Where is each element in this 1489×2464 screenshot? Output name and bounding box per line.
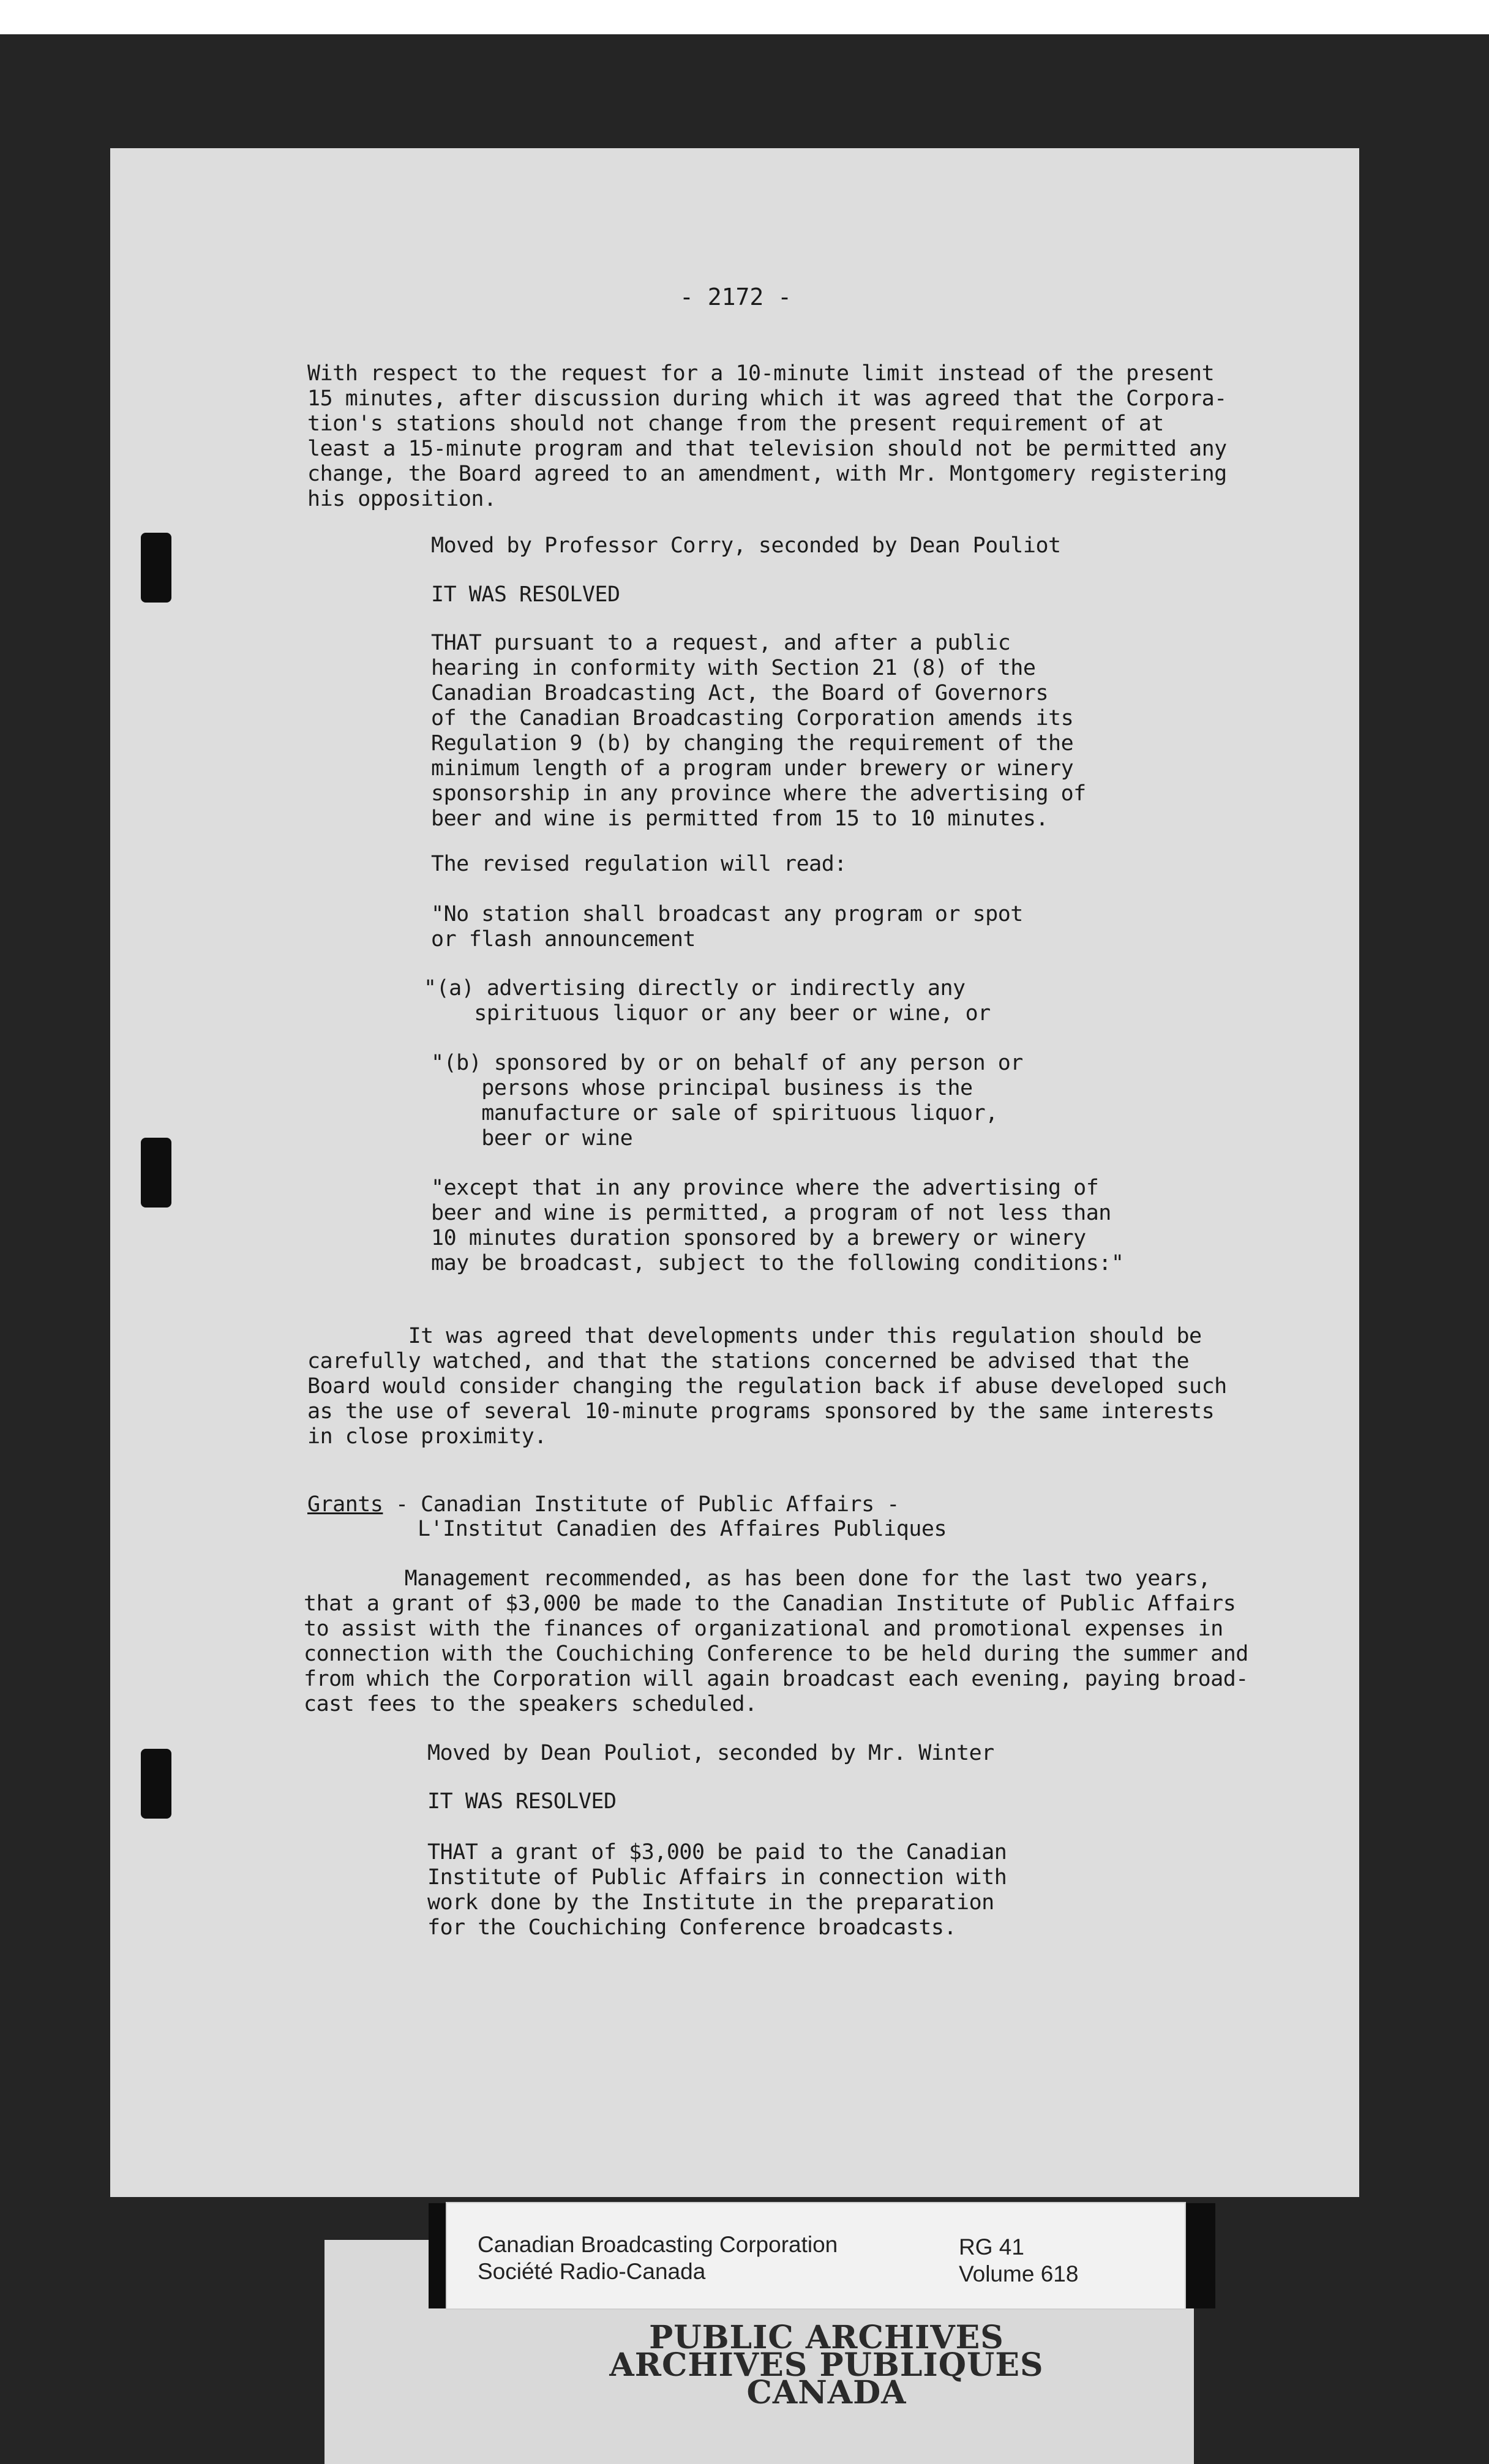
grants-heading-title: - Canadian Institute of Public Affairs - [383,1492,899,1517]
resolved-heading-2: IT WAS RESOLVED [427,1789,617,1814]
text-line: beer or wine [431,1126,633,1151]
paragraph-grant-recommendation [304,1566,1248,1717]
page-number: - 2172 - [680,284,792,310]
punch-hole [141,1138,171,1208]
text-line: or flash announcement [431,927,696,952]
regulation-quote-open [431,902,1023,952]
archive-reference-card [447,2203,1185,2308]
text-line: cast fees to the speakers scheduled. [304,1692,757,1716]
label-volume: Volume 618 [959,2261,1079,2286]
text-line: beer and wine is permitted from 15 to 10 minutes. [431,806,1049,831]
text-line: With respect to the request for a 10-minute limit instead of the present [307,361,1215,386]
text-line: Regulation 9 (b) by changing the requirement of the [431,731,1074,756]
revised-regulation-intro: The revised regulation will read: [431,852,847,876]
paragraph-monitoring [307,1324,1227,1449]
regulation-item-a [424,976,991,1026]
text-line: change, the Board agreed to an amendment, with Mr. Montgomery registering [307,462,1227,486]
text-line: sponsorship in any province where the advertising of [431,781,1086,806]
text-line: Board would consider changing the regulation back if abuse developed such [307,1374,1227,1399]
resolved-heading-1: IT WAS RESOLVED [431,582,620,607]
text-line: manufacture or sale of spirituous liquor, [431,1101,998,1125]
text-line: in close proximity. [307,1424,547,1449]
text-line: THAT pursuant to a request, and after a public [431,631,1011,655]
stamp-archives-publiques: ARCHIVES PUBLIQUES [609,2346,1044,2384]
text-line: 15 minutes, after discussion during which it was agreed that the Corpora- [307,386,1227,411]
punch-hole [141,533,171,603]
text-line: minimum length of a program under brewery or winery [431,756,1074,781]
grants-label: Grants [307,1492,383,1517]
resolution-text-1 [431,631,1086,832]
text-line: least a 15-minute program and that television should not be permitted any [307,437,1227,461]
resolution-text-2 [427,1840,1007,1940]
motion-mover-2: Moved by Dean Pouliot, seconded by Mr. Winter [427,1741,994,1765]
text-line: to assist with the finances of organizational and promotional expenses in [304,1617,1223,1641]
text-line: Institute of Public Affairs in connection with [427,1865,1007,1890]
motion-mover-1: Moved by Professor Corry, seconded by Dean Pouliot [431,533,1061,558]
text-line: connection with the Couchiching Conference to be held during the summer and [304,1642,1248,1666]
text-line: "No station shall broadcast any program or spot [431,902,1023,926]
label-dark-edge [429,2203,447,2308]
text-line: Management recommended, as has been done for the last two years, [304,1566,1211,1591]
stamp-public-archives: PUBLIC ARCHIVES [649,2319,1004,2356]
stamp-canada: CANADA [746,2374,907,2411]
text-line: from which the Corporation will again broadcast each evening, paying broad- [304,1667,1248,1691]
text-line: as the use of several 10-minute programs sponsored by the same interests [307,1399,1215,1424]
grants-heading [307,1492,899,1517]
text-line: tion's stations should not change from the present requirement of at [307,411,1164,436]
text-line: 10 minutes duration sponsored by a brewery or winery [431,1226,1086,1250]
label-record-group: RG 41 [959,2234,1024,2259]
text-line: his opposition. [307,487,497,511]
punch-hole [141,1749,171,1819]
text-line: "except that in any province where the advertising of [431,1176,1099,1200]
text-line: of the Canadian Broadcasting Corporation amends its [431,706,1074,731]
text-line: It was agreed that developments under this regulation should be [307,1324,1202,1348]
text-line: spirituous liquor or any beer or wine, or [424,1001,991,1026]
text-line: that a grant of $3,000 be made to the Canadian Institute of Public Affairs [304,1591,1236,1616]
label-org-french: Société Radio-Canada [478,2259,706,2284]
text-line: hearing in conformity with Section 21 (8) of the [431,656,1036,680]
label-dark-edge [1185,2203,1215,2308]
text-line: beer and wine is permitted, a program of not less than [431,1201,1111,1225]
text-line: THAT a grant of $3,000 be paid to the Canadian [427,1840,1007,1865]
text-line: for the Couchiching Conference broadcasts. [427,1915,957,1940]
scan-top-border [0,0,1489,34]
regulation-item-b [431,1051,1023,1151]
text-line: persons whose principal business is the [431,1076,973,1100]
text-line: "(b) sponsored by or on behalf of any person or [431,1051,1023,1075]
text-line: Canadian Broadcasting Act, the Board of Governors [431,681,1049,705]
text-line: work done by the Institute in the preparation [427,1890,994,1915]
grants-heading-french: L'Institut Canadien des Affaires Publiques [418,1517,947,1541]
text-line: carefully watched, and that the stations concerned be advised that the [307,1349,1190,1373]
text-line: may be broadcast, subject to the following conditions:" [431,1251,1124,1275]
label-org-english: Canadian Broadcasting Corporation [478,2232,838,2257]
regulation-except-clause [431,1176,1123,1276]
text-line: "(a) advertising directly or indirectly any [424,976,966,1001]
paragraph-request [307,361,1227,512]
